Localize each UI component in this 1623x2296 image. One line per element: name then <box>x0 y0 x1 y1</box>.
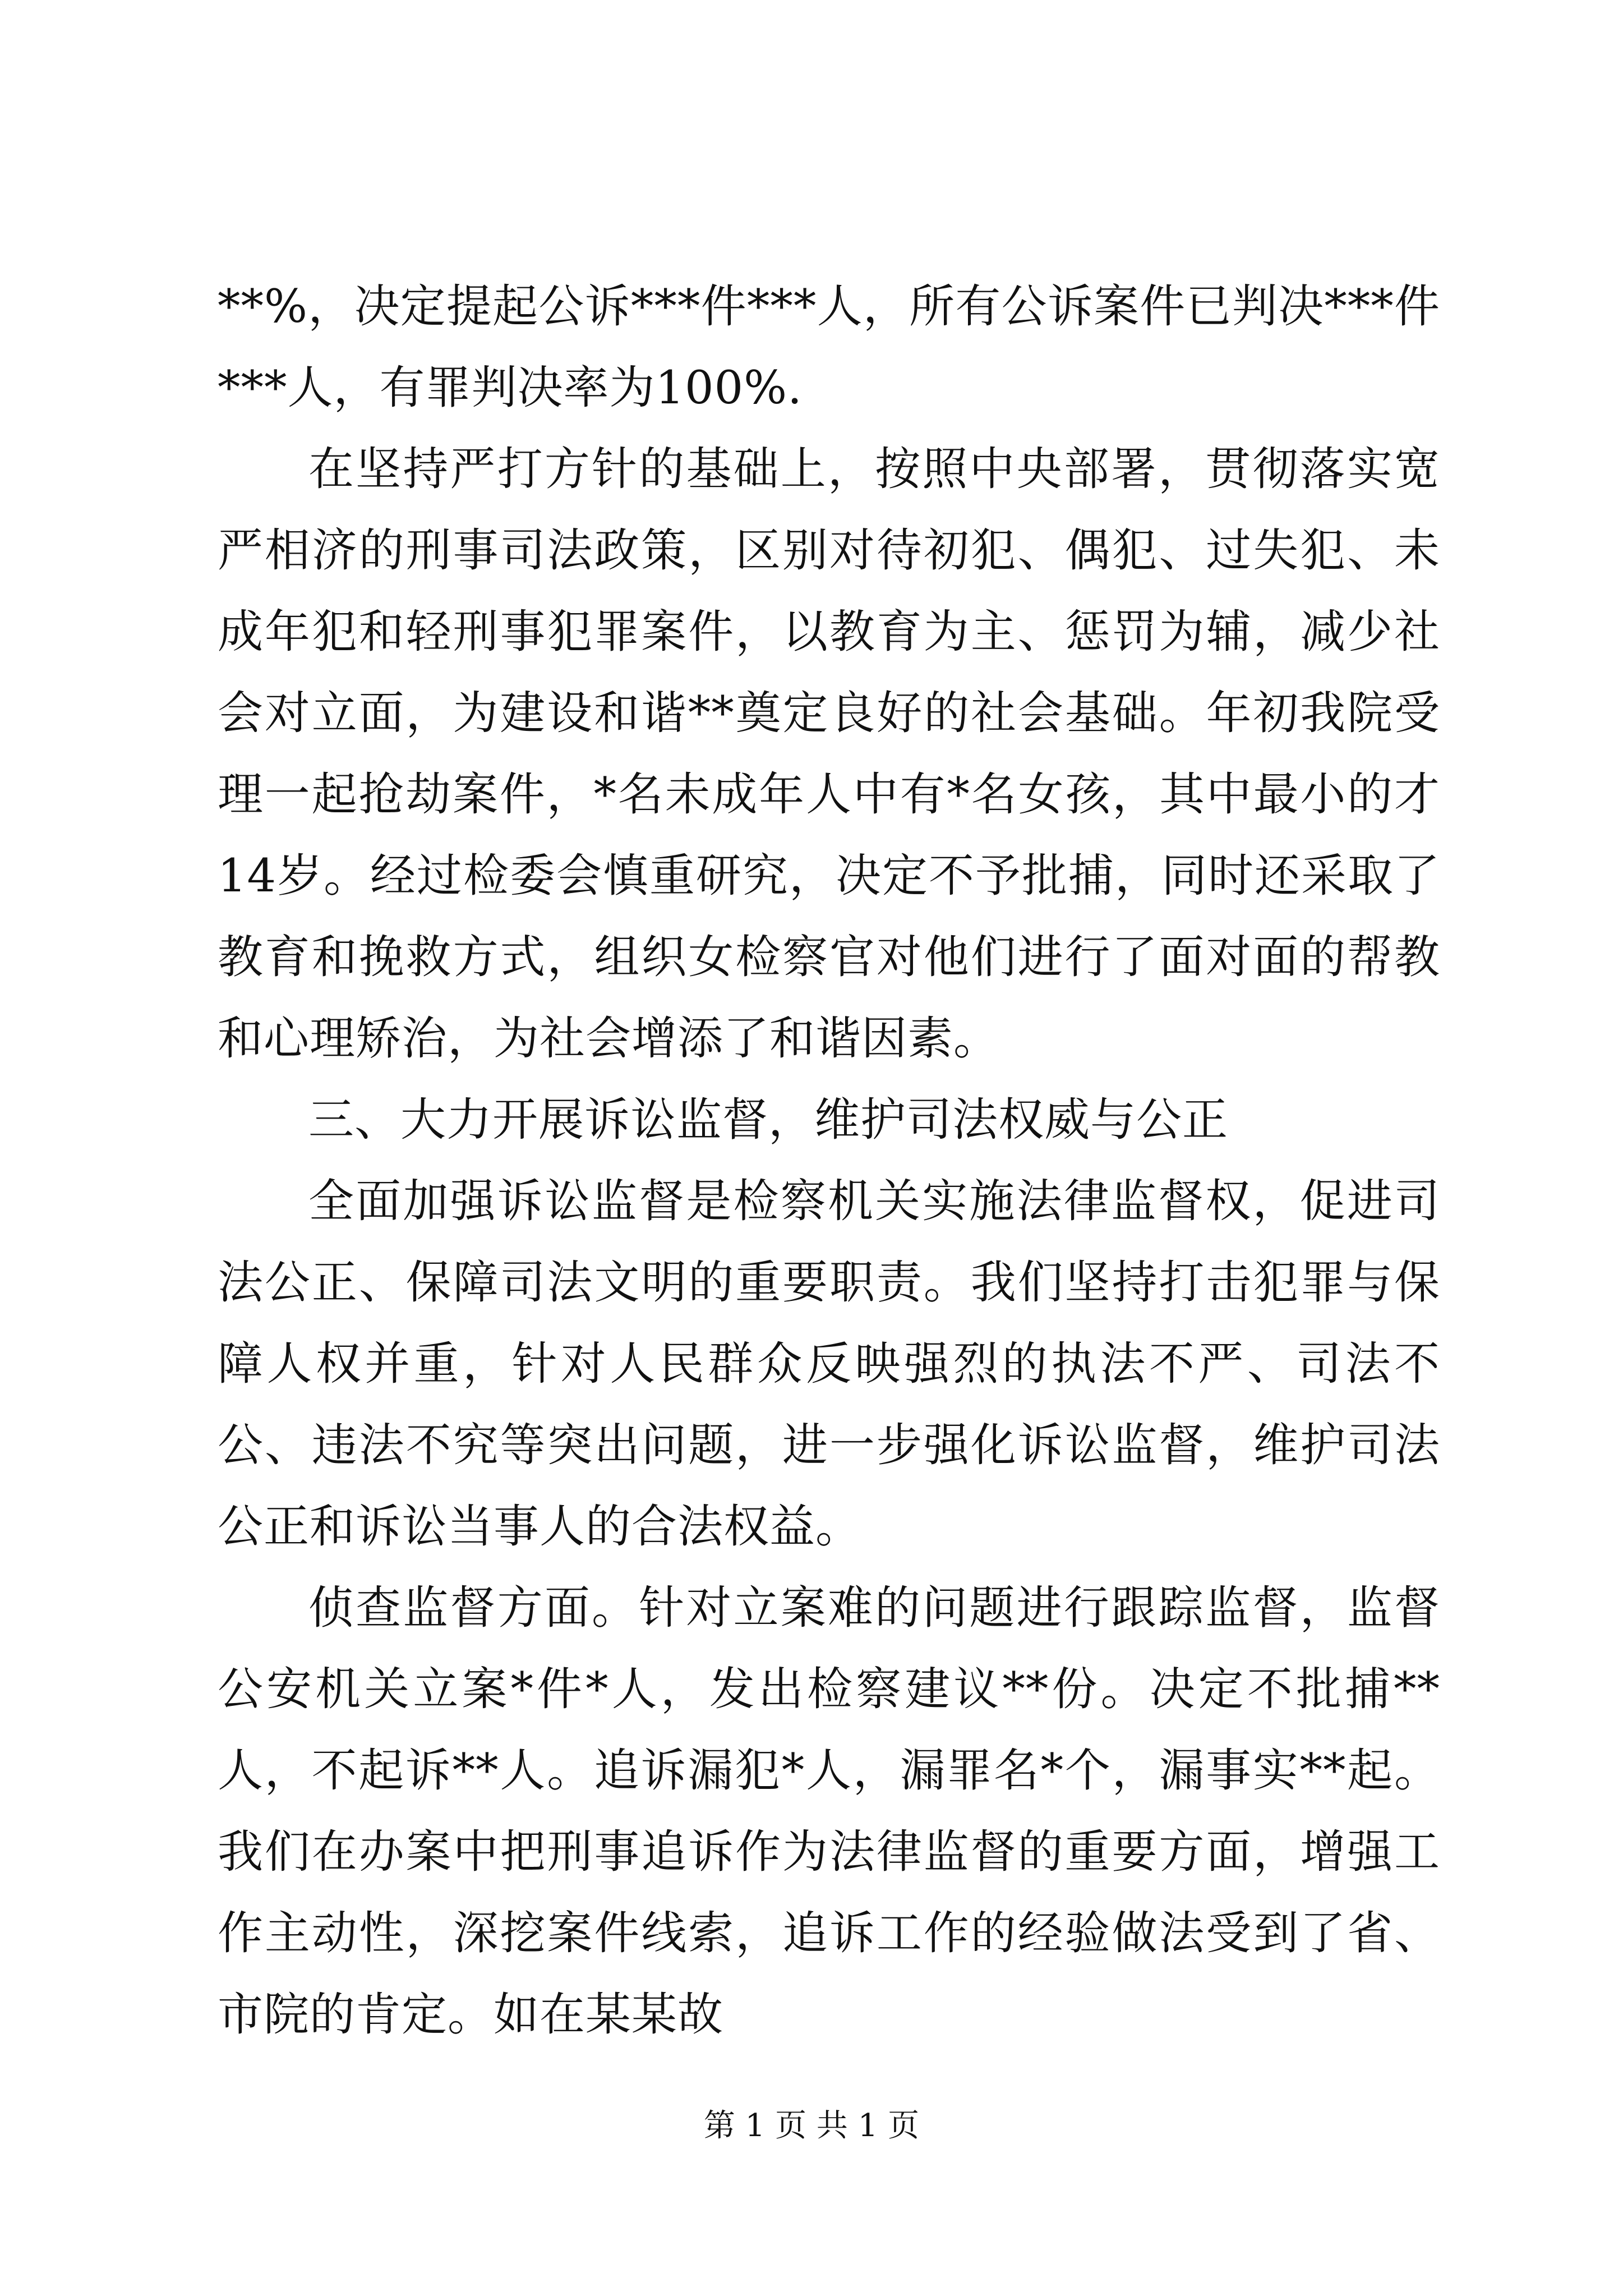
section-heading-three: 三、大力开展诉讼监督，维护司法权威与公正 <box>308 1094 1229 1147</box>
paragraph-investigation-supervision: 侦查监督方面。针对立案难的问题进行跟踪监督，监督公安机关立案*件*人，发出检察建议**份。决定不批捕**人，不起诉**人。追诉漏犯*人，漏罪名*个，漏事实**起。我们在办案中把刑事追诉作为法律监督的重要方面，增强工作主动性，深挖案件线索，追诉工作的经验做法受到了省、市院的肯定。如在某某故 <box>218 1582 1440 2041</box>
document-body <box>218 266 1440 2056</box>
paragraph-litigation-supervision: 全面加强诉讼监督是检察机关实施法律监督权，促进司法公正、保障司法文明的重要职责。我们坚持打击犯罪与保障人权并重，针对人民群众反映强烈的执法不严、司法不公、违法不究等突出问题，进一步强化诉讼监督，维护司法公正和诉讼当事人的合法权益。 <box>218 1175 1440 1553</box>
page-footer: 第 1 页 共 1 页 <box>703 2108 920 2144</box>
paragraph-statistics: **%，决定提起公诉***件***人，所有公诉案件已判决***件***人，有罪判决率为100%. <box>218 280 1440 415</box>
paragraph-lenient-policy: 在坚持严打方针的基础上，按照中央部署，贯彻落实宽严相济的刑事司法政策，区别对待初犯、偶犯、过失犯、未成年犯和轻刑事犯罪案件，以教育为主、惩罚为辅，减少社会对立面，为建设和谐**奠定良好的社会基础。年初我院受理一起抢劫案件，*名未成年人中有*名女孩，其中最小的才14岁。经过检委会慎重研究，决定不予批捕，同时还采取了教育和挽救方式，组织女检察官对他们进行了面对面的帮教和心理矫治，为社会增添了和谐因素。 <box>218 443 1440 1065</box>
